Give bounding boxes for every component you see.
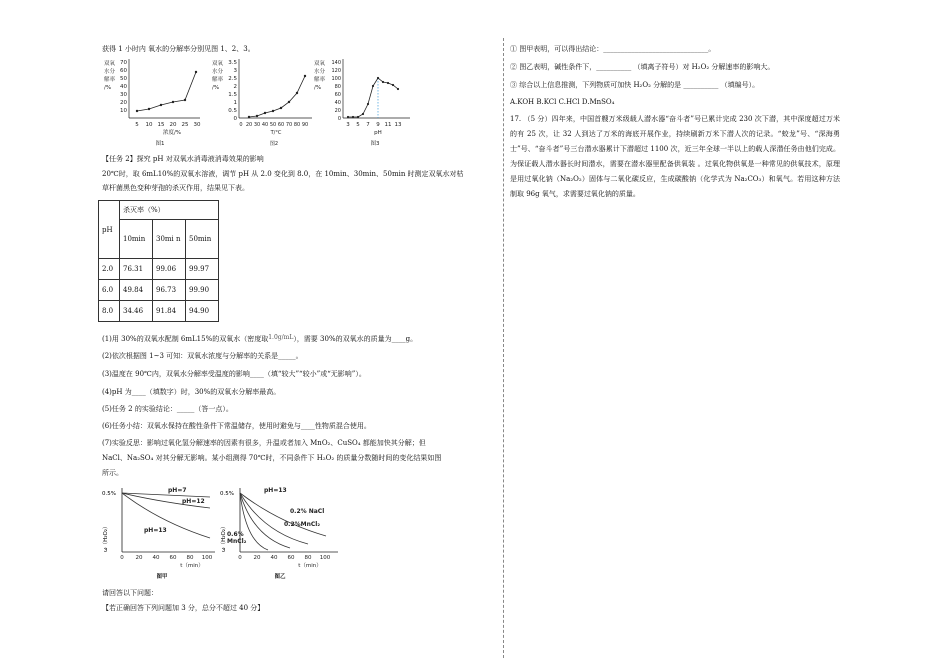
figure-yi xyxy=(218,482,343,582)
subquestion-3: ③ 综合以上信息推测，下列物质可加快 H₂O₂ 分解的是 __________ （填编号）。 xyxy=(510,81,760,89)
task2-desc-1: 20℃时，取 6mL10%的双氧水溶液，调节 pH 从 2.0 变化到 8.0，在 10min、30min、50min 时测定双氧水对枯 xyxy=(102,170,464,178)
table-header-time: 30mi n xyxy=(153,220,186,259)
fig2-ytick: 0.5 xyxy=(228,108,237,114)
figy-title: 图乙 xyxy=(274,574,286,580)
figy-label: 0.2% NaCl xyxy=(290,508,325,515)
question-17: 17. （5 分）四年来，中国首艘万米级载人潜水器“奋斗者”号已累计完成 230 次下潜，其中深度超过万米的有 25 次，让 32 人到达了万米的海底开展作业，持续刷新万米下潜人次的记录。“蛟龙”号、“深海勇士”号、“奋斗者”号三台潜水器累计下潜超过 1100 次，近三年全球一半以上的载人深潜任务由他们完成。为保证载人潜水器长时间潜水，需要在潜水器里配备供氧装 。过氧化物供氧是一种常见的供氧技术，原理是用过氧化钠（Na₂O₂）固体与二氧化碳反应，生成碳酸钠（化学式为 Na₂CO₃）和氧气。若用这种方法制取 96g 氧气，求需要过氧化钠的质量。 xyxy=(510,115,840,198)
table-header-ph: pH xyxy=(99,201,120,259)
subquestion-3-options: A.KOH B.KCl C.HCl D.MnSO₄ xyxy=(510,98,615,106)
fig2-xtick: 40 xyxy=(261,122,269,128)
fig3-ytick: 120 xyxy=(331,68,341,74)
table-header-time: 50min xyxy=(186,220,219,259)
figj-curve-ph7 xyxy=(122,493,210,497)
figj-xlabel: t（min） xyxy=(180,563,204,569)
fig1-xtick: 25 xyxy=(181,122,189,128)
task2-title: 【任务 2】探究 pH 对双氧水消毒液消毒效果的影响 xyxy=(102,155,264,163)
fig2-xlabel: T/°C xyxy=(270,130,282,136)
question-5: (5)任务 2 的实验结论：_____（答一点）。 xyxy=(102,405,233,413)
fig2-curve xyxy=(249,76,305,117)
fig3-ytick: 100 xyxy=(331,76,341,82)
table-cell-ph: 8.0 xyxy=(99,301,120,322)
fig3-ylabel-0: 双氧 xyxy=(314,61,326,67)
table-cell: 94.90 xyxy=(186,301,219,322)
figure-3 xyxy=(312,56,422,148)
fig3-ytick: 20 xyxy=(334,108,341,114)
question-7-line-3: 所示。 xyxy=(102,469,123,477)
column-divider xyxy=(503,38,504,658)
fig2-xtick: 70 xyxy=(285,122,293,128)
question-7-line-1: (7)实验反思：影响过氧化氢分解速率的因素有很多，升温或者加入 MnO₂、CuSO₄ 都能加快其分解；但 xyxy=(102,439,426,447)
figj-start: 0.5% xyxy=(102,491,116,497)
figj-xtick: 0 xyxy=(120,555,124,561)
question-6: (6)任务小结：双氧水保持在酸性条件下常温储存，使用时避免与____性物质混合使用。 xyxy=(102,422,371,430)
bonus-note: 【若正确回答下列问题加 3 分，总分不超过 40 分】 xyxy=(102,604,265,612)
figure-2 xyxy=(208,56,318,148)
fig1-ytick: 30 xyxy=(120,92,127,98)
fig1-ytick: 20 xyxy=(120,100,127,106)
fig2-ytick: 2.5 xyxy=(228,76,237,82)
fig1-ytick: 10 xyxy=(120,108,127,114)
figy-xlabel: t（min） xyxy=(298,563,322,569)
fig1-ylabel-0: 双氧 xyxy=(104,61,116,67)
table-cell-ph: 6.0 xyxy=(99,280,120,301)
table-row xyxy=(99,280,219,301)
fig2-title: 图2 xyxy=(269,141,279,147)
fig3-title: 图3 xyxy=(370,141,380,147)
subquestion-1: ① 图甲表明，可以得出结论：______________________________。 xyxy=(510,45,716,53)
figj-label: pH=12 xyxy=(182,498,205,505)
fig3-ytick: 80 xyxy=(334,84,341,90)
table-header-rate: 杀灭率（%） xyxy=(120,201,219,220)
fig3-xtick: 3 xyxy=(346,122,350,128)
fig2-ylabel-1: 水分 xyxy=(212,69,224,75)
fig3-ytick: 60 xyxy=(334,92,341,98)
fig2-xtick: 50 xyxy=(269,122,277,128)
figj-ylabel: ω（H₂O₂） xyxy=(103,523,109,552)
figy-start: 0.5% xyxy=(220,491,234,497)
fig1-ytick: 60 xyxy=(120,68,127,74)
fig3-xtick: 11 xyxy=(384,122,392,128)
table-header-time: 10min xyxy=(120,220,153,259)
fig1-ytick: 70 xyxy=(120,60,127,66)
fig2-ylabel-3: /% xyxy=(212,85,220,91)
fig3-xlabel: pH xyxy=(374,130,382,136)
subquestion-2: ② 图乙表明，碱性条件下，__________ （填离子符号）对 H₂O₂ 分解速率的影响大。 xyxy=(510,63,775,71)
table-cell: 34.46 xyxy=(120,301,153,322)
figy-label: pH=13 xyxy=(264,487,287,494)
figy-xtick: 60 xyxy=(287,555,295,561)
question-1: (1)用 30%的双氧水配制 6mL15%的双氧水（密度取1.0g/mL），需要 30%的双氧水的质量为____g。 xyxy=(102,334,418,343)
fig2-ytick: 0 xyxy=(233,116,237,122)
figy-label: 0.2%MnCl₂ xyxy=(284,521,320,528)
fig3-ylabel-3: /% xyxy=(314,85,322,91)
figj-xtick: 80 xyxy=(186,555,194,561)
fig3-xtick: 13 xyxy=(394,122,402,128)
fig2-ytick: 1 xyxy=(233,100,237,106)
question-4: (4)pH 为____（填数字）时，30%的双氧水分解率最高。 xyxy=(102,388,281,396)
fig3-ytick: 140 xyxy=(331,60,341,66)
fig1-ytick: 50 xyxy=(120,76,127,82)
figj-title: 图甲 xyxy=(156,574,168,580)
answer-prompt: 请回答以下问题： xyxy=(102,589,158,597)
fig2-xtick: 20 xyxy=(245,122,253,128)
fig2-ytick: 1.5 xyxy=(228,92,237,98)
table-row xyxy=(99,301,219,322)
fig2-xtick: 0 xyxy=(239,122,243,128)
question-2: (2)依次根据图 1~3 可知：双氧水浓度与分解率的关系是_____。 xyxy=(102,352,303,360)
intro-text: 获得 1 小时内 氧水的分解率分别见图 1、2、3。 xyxy=(102,45,255,53)
figure-jia xyxy=(100,482,220,582)
figj-label: pH=13 xyxy=(144,527,167,534)
table-row xyxy=(99,259,219,280)
fig3-ytick: 40 xyxy=(334,100,341,106)
fig2-ytick: 2 xyxy=(233,84,237,90)
figy-xtick: 0 xyxy=(238,555,242,561)
figure-1 xyxy=(100,56,210,148)
kill-rate-table xyxy=(98,200,219,322)
figj-xtick: 20 xyxy=(135,555,143,561)
figj-xtick: 60 xyxy=(169,555,177,561)
fig3-xtick: 7 xyxy=(366,122,370,128)
fig2-ytick: 3.5 xyxy=(228,60,237,66)
fig1-xtick: 30 xyxy=(193,122,201,128)
fig3-curve xyxy=(348,78,398,117)
fig1-xtick: 15 xyxy=(157,122,165,128)
fig3-xtick: 9 xyxy=(376,122,380,128)
table-cell: 99.90 xyxy=(186,280,219,301)
question-7-line-2: NaCl、Na₂SO₄ 对其分解无影响。某小组测得 70℃时，不同条件下 H₂O₂ 的质量分数随时间的变化结果如图 xyxy=(102,454,442,462)
fig3-ylabel-1: 水分 xyxy=(314,69,326,75)
figy-curve-mncl2-02 xyxy=(240,493,290,548)
fig1-curve xyxy=(137,72,196,111)
density-value: 1.0g/mL xyxy=(268,334,294,341)
table-cell: 49.84 xyxy=(120,280,153,301)
task2-desc-2: 草杆菌黑色变种芽孢的杀灭作用，结果见下表。 xyxy=(102,184,249,192)
fig3-ytick: 0 xyxy=(337,116,341,122)
figj-label: pH=7 xyxy=(168,487,187,494)
fig1-ylabel-3: /% xyxy=(104,85,112,91)
table-cell: 96.73 xyxy=(153,280,186,301)
table-cell-ph: 2.0 xyxy=(99,259,120,280)
fig2-xtick: 80 xyxy=(293,122,301,128)
fig2-ylabel-0: 双氧 xyxy=(212,61,224,67)
fig1-title: 图1 xyxy=(155,141,165,147)
fig1-xtick: 5 xyxy=(135,122,139,128)
fig1-ytick: 40 xyxy=(120,84,127,90)
fig1-ylabel-2: 解率 xyxy=(104,77,116,83)
figy-xtick: 40 xyxy=(270,555,278,561)
fig2-ylabel-2: 解率 xyxy=(212,77,224,83)
figy-ylabel: ω（H₂O₂） xyxy=(221,523,227,552)
figy-xtick: 20 xyxy=(253,555,261,561)
question-3: (3)温度在 90℃内，双氧水分解率受温度的影响____（填“较大”“较小”或“无影响”）。 xyxy=(102,370,366,378)
fig2-xtick: 90 xyxy=(301,122,309,128)
fig2-xtick: 30 xyxy=(253,122,261,128)
figy-xtick: 100 xyxy=(319,555,331,561)
fig3-ylabel-2: 解率 xyxy=(314,77,326,83)
fig2-xtick: 60 xyxy=(277,122,285,128)
fig1-xtick: 10 xyxy=(145,122,153,128)
figy-xtick: 80 xyxy=(304,555,312,561)
figy-label: 0.6% xyxy=(227,531,244,538)
fig1-xlabel: 浓度/% xyxy=(162,130,182,136)
fig3-xtick: 5 xyxy=(356,122,360,128)
figj-xtick: 100 xyxy=(201,555,213,561)
table-cell: 99.97 xyxy=(186,259,219,280)
table-cell: 99.06 xyxy=(153,259,186,280)
fig1-xtick: 20 xyxy=(169,122,177,128)
fig1-ylabel-1: 水分 xyxy=(104,69,116,75)
fig2-ytick: 3 xyxy=(233,68,237,74)
table-cell: 91.84 xyxy=(153,301,186,322)
table-cell: 76.31 xyxy=(120,259,153,280)
figy-label: MnCl₂ xyxy=(227,538,247,545)
figj-xtick: 40 xyxy=(152,555,160,561)
